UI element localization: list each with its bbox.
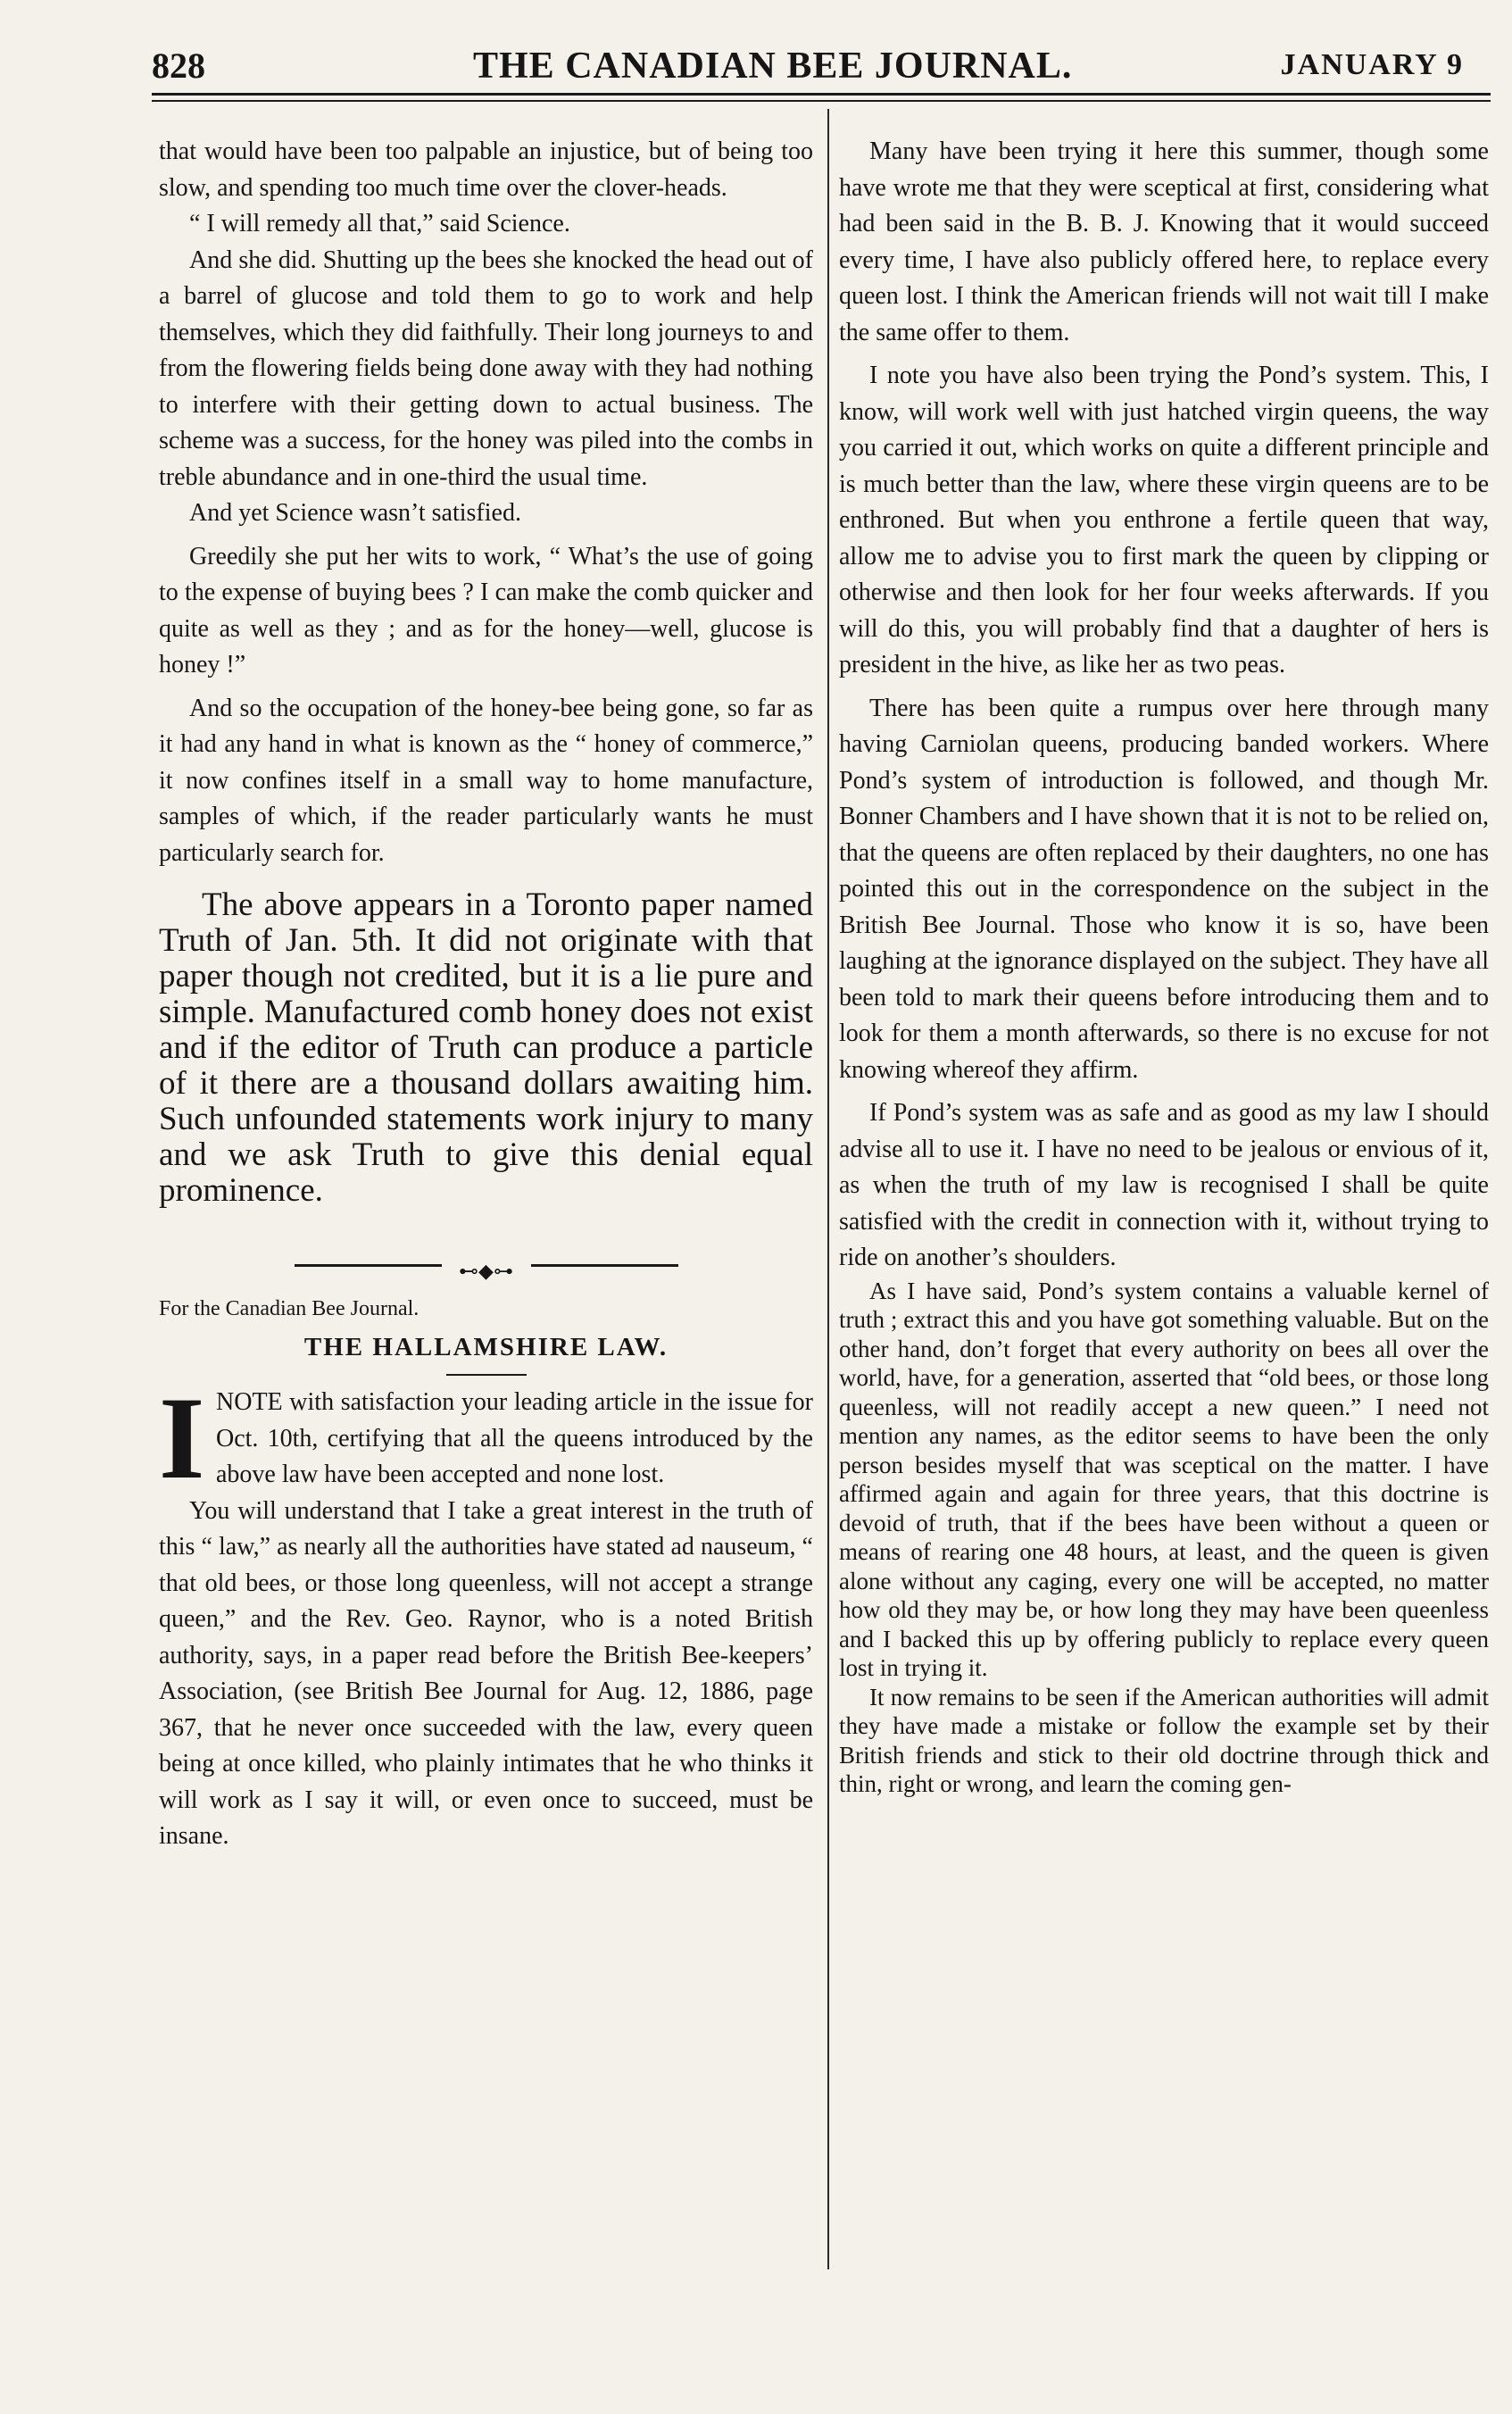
journal-title: THE CANADIAN BEE JOURNAL. bbox=[473, 46, 1073, 87]
right-column bbox=[839, 134, 1489, 1799]
editorial-note: The above appears in a Toronto paper named Truth of Jan. 5th. It did not originate with that paper though not credited, but it is a lie pure and simple. Manufactured comb honey does not exist and if the editor of Truth can produce a particle of it there are a thousand dollars awaiting him. Such unfounded statements work injury to many and we ask Truth to give this denial equal prominence. bbox=[159, 887, 813, 1209]
paragraph: I note you have also been trying the Pond’s system. This, I know, will work well with just hatched virgin queens, the way you carried it out, which works on quite a different principle and is much better than the law, where these virgin queens are to be enthroned. But when you enthrone a fertile queen that way, allow me to advise you to first mark the queen by clipping or otherwise and then look for her four weeks afterwards. If you will do this, you will probably find that a daughter of hers is president in the hive, as like her as two peas. bbox=[839, 362, 1489, 678]
section-title: THE HALLAMSHIRE LAW. bbox=[303, 1332, 669, 1361]
page-header bbox=[152, 45, 1473, 89]
header-rule-bottom bbox=[152, 100, 1491, 102]
left-column bbox=[159, 134, 813, 1855]
paragraph: If Pond’s system was as safe and as good as my law I should advise all to use it. I have no need to be jealous or envious of it, as when the truth of my law is recognised I shall be quite satisfied with the credit in connection with it, without trying to ride on another’s shoulders. bbox=[839, 1099, 1489, 1271]
paragraph: Greedily she put her wits to work, “ What’s the use of going to the expense of buying bees ? I can make the comb quicker and quite as well as they ; and as for the honey—well, glucose is honey !” bbox=[159, 542, 813, 678]
paragraph: that would have been too palpable an injustice, but of being too slow, and spending too much time over the clover-heads. bbox=[159, 137, 813, 202]
byline: For the Canadian Bee Journal. bbox=[159, 1297, 420, 1320]
paragraph: “ I will remedy all that,” said Science. bbox=[189, 210, 570, 237]
paragraph: You will understand that I take a great interest in the truth of this “ law,” as nearly all the authorities have stated ad nauseum, “ that old bees, or those long queenless, will not accept a strange queen,” and the Rev. Geo. Raynor, who is a noted British authority, says, in a paper read before the British Bee-keepers’ Association, (see British Bee Journal for Aug. 12, 1886, page 367, that he never once succeeded with the law, every queen being at once killed, who plainly intimates that he who thinks it will work as I say it will, or even once to succeed, must be insane. bbox=[159, 1496, 813, 1850]
drop-cap-paragraph bbox=[159, 1372, 813, 1503]
paragraph: It now remains to be seen if the American authorities will admit they have made a mistake or follow the example set by their British friends and stick to their old doctrine through thick and thin, right or wrong, and learn the coming gen- bbox=[839, 1683, 1489, 1797]
column-divider bbox=[827, 109, 829, 2269]
issue-date: JANUARY 9 bbox=[1280, 48, 1464, 81]
title-separator bbox=[446, 1374, 527, 1376]
header-rule-top bbox=[152, 93, 1491, 96]
drop-cap: I bbox=[159, 1372, 205, 1503]
section-ornament bbox=[295, 1250, 678, 1280]
paragraph: Many have been trying it here this summer, though some have wrote me that they were sceptical at first, considering what had been said in the B. B. J. Knowing that it would succeed every time, I have also publicly offered here, to replace every queen lost. I think the American friends will not wait till I make the same offer to them. bbox=[839, 137, 1489, 346]
paragraph: There has been quite a rumpus over here through many having Carniolan queens, producing banded workers. Where Pond’s system of introduction is followed, and though Mr. Bonner Chambers and I have shown that it is not to be relied on, that the queens are often replaced by their daughters, no one has pointed this out in the correspondence on the subject in the British Bee Journal. Those who know it is so, have been laughing at the ignorance displayed on the subject. They have all been told to mark their queens before introducing them and to look for them a month afterwards, so there is no excuse for not knowing whereof they affirm. bbox=[839, 694, 1489, 1084]
page-number: 828 bbox=[152, 46, 205, 86]
ornament-mark: ⊷◆⊶ bbox=[442, 1253, 531, 1290]
paragraph: And yet Science wasn’t satisfied. bbox=[189, 499, 521, 527]
paragraph: NOTE with satisfaction your leading article in the issue for Oct. 10th, certifying that all the queens introduced by the above law have been accepted and none lost. bbox=[216, 1388, 813, 1488]
paragraph: And so the occupation of the honey-bee being gone, so far as it had any hand in what is known as the “ honey of commerce,” it now confines itself in a small way to home manufacture, samples of which, if the reader particularly wants he must particularly search for. bbox=[159, 694, 813, 867]
paragraph: As I have said, Pond’s system contains a valuable kernel of truth ; extract this and you have got something valuable. But on the other hand, don’t forget that every authority on bees all over the world, have, for a generation, asserted that “old bees, or those long queenless, will not readily accept a new queen.” I need not mention any names, as the editor seems to have been the only person besides myself that was sceptical on the matter. I have affirmed again and again for three years, that this doctrine is devoid of truth, that if the bees have been without a queen or means of rearing one 48 hours, at least, and the queen is given alone without any caging, every one will be accepted, no matter how old they may be, or how long they may have been queenless and I backed this up by offering publicly to replace every queen lost in trying it. bbox=[839, 1277, 1489, 1681]
paragraph: And she did. Shutting up the bees she knocked the head out of a barrel of glucose and told them to go to work and help themselves, which they did faithfully. Their long journeys to and from the flowering fields being done away with they had nothing to interfere with their getting down to actual business. The scheme was a success, for the honey was piled into the combs in treble abundance and in one-third the usual time. bbox=[159, 246, 813, 491]
